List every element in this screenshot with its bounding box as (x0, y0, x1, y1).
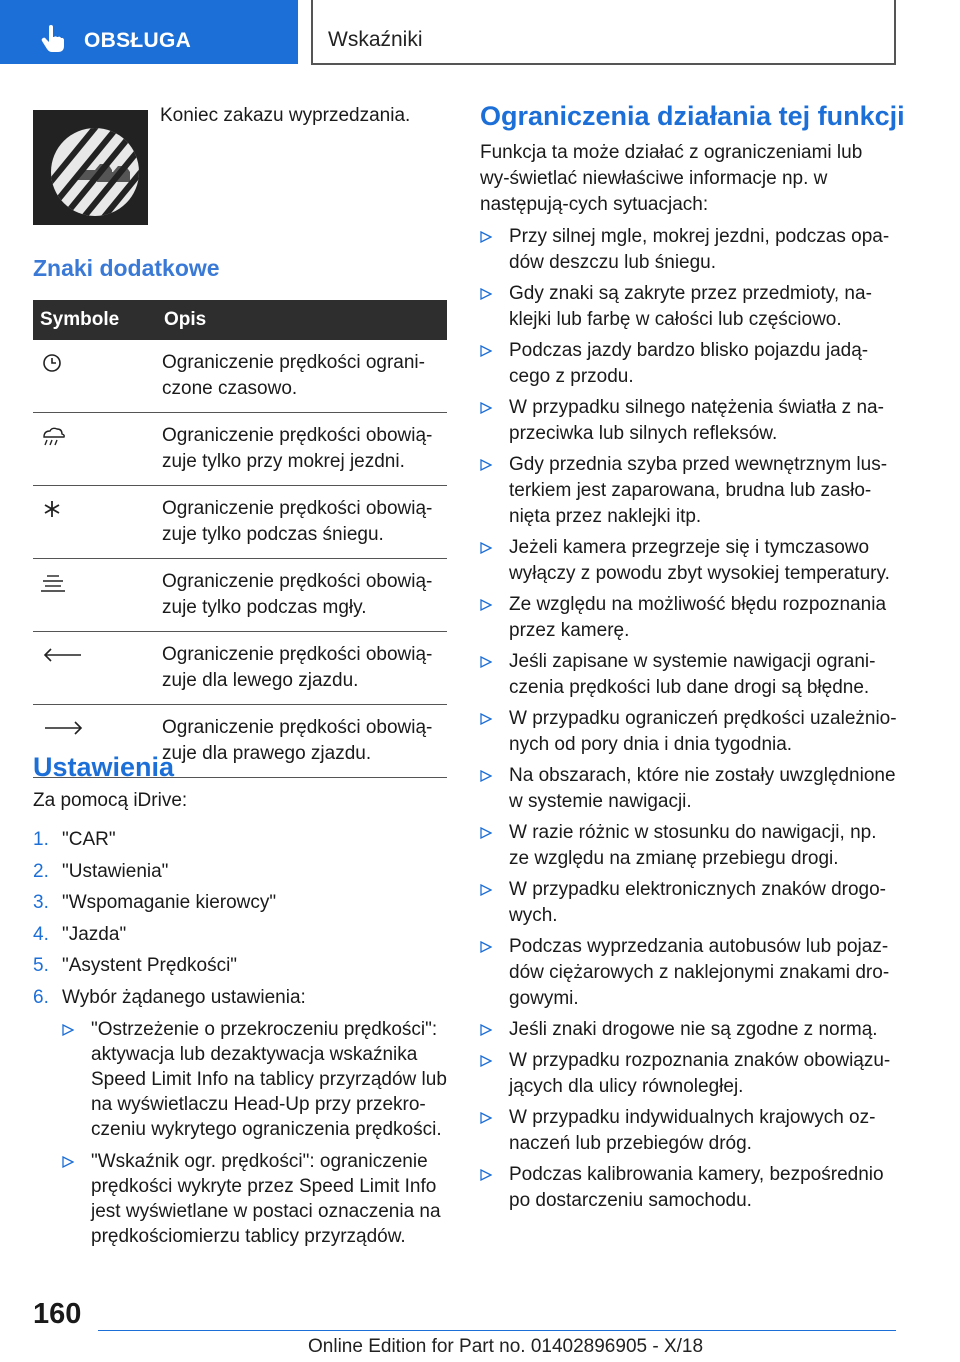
triangle-bullet-icon (480, 459, 492, 471)
row-description: Ograniczenie prędkości ograni-czone czasowo. (162, 352, 425, 399)
sign-caption: Koniec zakazu wyprzedzania. (160, 105, 411, 126)
table-row (33, 340, 447, 413)
chapter-title: Wskaźniki (328, 28, 423, 51)
footer-divider (98, 1330, 896, 1331)
list-item: W przypadku ograniczeń prędkości uzależnio-nych od pory dnia i dnia tygodnia. (480, 706, 900, 758)
list-item: 5. "Asystent Prędkości" (33, 955, 238, 977)
triangle-bullet-icon (480, 288, 492, 300)
settings-intro: Za pomocą iDrive: (33, 790, 188, 811)
list-item: Przy silnej mgle, mokrej jezdni, podczas opa-dów deszczu lub śniegu. (480, 224, 900, 276)
additional-signs-heading: Znaki dodatkowe (33, 255, 220, 281)
list-item: W przypadku elektronicznych znaków drogo-wych. (480, 877, 900, 929)
row-description: Ograniczenie prędkości obowią-zuje dla lewego zjazdu. (162, 644, 433, 691)
list-item: Jeśli znaki drogowe nie są zgodne z normą. (480, 1017, 900, 1043)
triangle-bullet-icon (62, 1024, 74, 1036)
list-item: 6. Wybór żądanego ustawienia: "Ostrzeżenie o przekroczeniu prędkości": aktywacja lub dezaktywacja wskaźnika Speed Limit Info na tablicy przyrządów lub na wyświetlaczu Head-Up przy przekro-czeniu wykrytego ograniczenia prędkości. "Wskaźnik ogr. prędkości": ograniczenie prędkości wykryte przez Speed Limit Info jest wyświetlane w postaci oznaczenia na prędkościomierzu tablicy przyrządów. (33, 985, 453, 1249)
triangle-bullet-icon (480, 402, 492, 414)
snowflake-icon (38, 498, 78, 524)
list-item: W przypadku indywidualnych krajowych oz-naczeń lub przebiegów dróg. (480, 1105, 900, 1157)
settings-heading: Ustawienia (33, 752, 175, 782)
triangle-bullet-icon (480, 941, 492, 953)
list-item: 3. "Wspomaganie kierowcy" (33, 892, 277, 914)
column-header-symbols: Symbole (40, 309, 120, 330)
list-item: W przypadku rozpoznania znaków obowiązu-jących dla ulicy równoległej. (480, 1048, 900, 1100)
clock-icon (38, 352, 78, 378)
section-tab[interactable] (0, 0, 298, 64)
no-overtaking-end-icon (33, 110, 148, 225)
triangle-bullet-icon (480, 656, 492, 668)
end-of-no-overtaking-sign (33, 110, 148, 225)
table-header (33, 300, 447, 340)
arrow-right-icon (38, 717, 88, 743)
list-item: "Wskaźnik ogr. prędkości": ograniczenie prędkości wykryte przez Speed Limit Info jest wyświetlane w postaci oznaczenia na prędkościomierzu tablicy przyrządów. (62, 1149, 453, 1249)
triangle-bullet-icon (62, 1156, 74, 1168)
triangle-bullet-icon (480, 827, 492, 839)
limitations-list (480, 224, 900, 1219)
rain-icon (38, 425, 78, 451)
list-item: 4. "Jazda" (33, 923, 127, 945)
table-row (33, 486, 447, 559)
list-item: Na obszarach, które nie zostały uwzględnione w systemie nawigacji. (480, 763, 900, 815)
chapter-header (311, 0, 896, 65)
row-description: Ograniczenie prędkości obowią-zuje tylko podczas śniegu. (162, 498, 433, 545)
list-item: Jeśli zapisane w systemie nawigacji ograni-czenia prędkości lub dane drogi są błędne. (480, 649, 900, 701)
row-description: Ograniczenie prędkości obowią-zuje dla prawego zjazdu. (162, 717, 433, 764)
triangle-bullet-icon (480, 884, 492, 896)
fog-icon (38, 571, 78, 597)
additional-signs-table (33, 300, 447, 778)
table-row (33, 413, 447, 486)
table-row (33, 632, 447, 705)
list-item: 1. "CAR" (33, 829, 116, 850)
page-number: 160 (33, 1298, 82, 1330)
settings-substeps (62, 1017, 453, 1249)
list-item: Podczas wyprzedzania autobusów lub pojaz-dów ciężarowych z naklejonymi znakami dro-gowymi. (480, 934, 900, 1012)
settings-steps (33, 827, 453, 1256)
list-item: Gdy znaki są zakryte przez przedmioty, na-klejki lub farbę w całości lub częściowo. (480, 281, 900, 333)
footer-edition: Online Edition for Part no. 01402896905 - X/18 (308, 1336, 704, 1357)
triangle-bullet-icon (480, 231, 492, 243)
triangle-bullet-icon (480, 1055, 492, 1067)
triangle-bullet-icon (480, 1112, 492, 1124)
triangle-bullet-icon (480, 770, 492, 782)
column-header-description: Opis (164, 309, 207, 330)
triangle-bullet-icon (480, 542, 492, 554)
arrow-left-icon (38, 644, 88, 670)
triangle-bullet-icon (480, 1169, 492, 1181)
hand-pointer-icon (40, 25, 66, 53)
row-description: Ograniczenie prędkości obowią-zuje tylko przy mokrej jezdni. (162, 425, 433, 472)
list-item: Jeżeli kamera przegrzeje się i tymczasowo wyłączy z powodu zbyt wysokiej temperatury. (480, 535, 900, 587)
list-item: W razie różnic w stosunku do nawigacji, np. ze względu na zmianę przebiegu drogi. (480, 820, 900, 872)
triangle-bullet-icon (480, 345, 492, 357)
list-item: Podczas jazdy bardzo blisko pojazdu jadą-cego z przodu. (480, 338, 900, 390)
limitations-intro: Funkcja ta może działać z ograniczeniami lub wy-świetlać niewłaściwe informacje np. w następują-cych sytuacjach: (480, 142, 863, 215)
list-item: Podczas kalibrowania kamery, bezpośrednio po dostarczeniu samochodu. (480, 1162, 900, 1214)
section-tab-label: OBSŁUGA (84, 29, 192, 52)
list-item: W przypadku silnego natężenia światła z na-przeciwka lub silnych refleksów. (480, 395, 900, 447)
triangle-bullet-icon (480, 599, 492, 611)
triangle-bullet-icon (480, 1024, 492, 1036)
limitations-heading: Ograniczenia działania tej funkcji (480, 101, 905, 131)
triangle-bullet-icon (480, 713, 492, 725)
list-item: Ze względu na możliwość błędu rozpoznania przez kamerę. (480, 592, 900, 644)
list-item: 2. "Ustawienia" (33, 860, 169, 882)
table-row (33, 559, 447, 632)
list-item: Gdy przednia szyba przed wewnętrznym lus-terkiem jest zaparowana, brudna lub zasło-nięta przez naklejki itp. (480, 452, 900, 530)
row-description: Ograniczenie prędkości obowią-zuje tylko podczas mgły. (162, 571, 433, 618)
list-item: "Ostrzeżenie o przekroczeniu prędkości": aktywacja lub dezaktywacja wskaźnika Speed Limit Info na tablicy przyrządów lub na wyświetlaczu Head-Up przy przekro-czeniu wykrytego ograniczenia prędkości. (62, 1017, 453, 1142)
